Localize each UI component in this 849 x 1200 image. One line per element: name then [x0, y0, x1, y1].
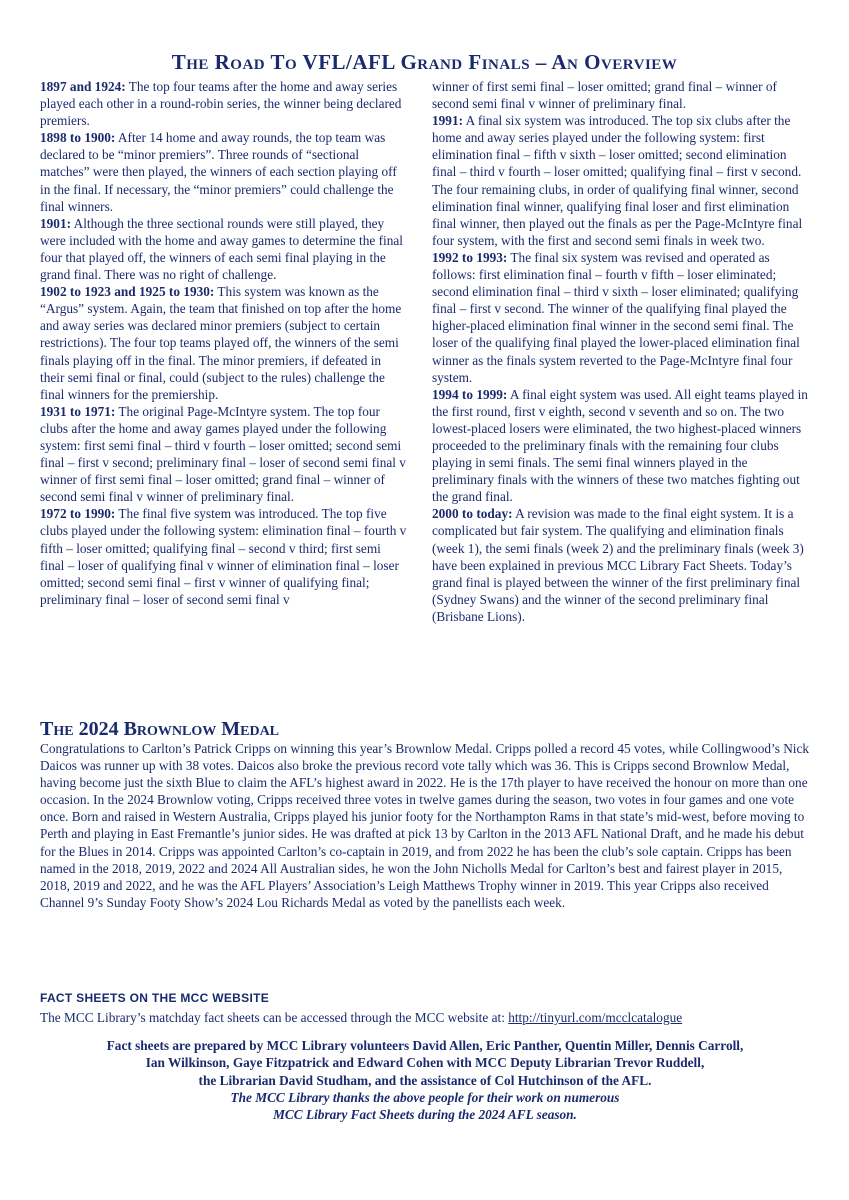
overview-right-column [432, 78, 810, 625]
entry-text: The final five system was introduced. The top five clubs played under the following system: elimination final – fourth v fifth – loser omitted; qualifying final – second v third; first semi final – loser of qualifying final v winner of elimination final – loser omitted; second semi final – first v winner of qualifying final; preliminary final – loser of second semi final v [40, 506, 407, 607]
factsheets-text [40, 1009, 820, 1026]
overview-entry [40, 129, 408, 214]
entry-period: 1901: [40, 215, 72, 231]
entry-text: Although the three sectional rounds were still played, they were included with the home and away games to determine the final four that played off, the winners of each semi final playing in the grand final. There was no right of challenge. [40, 215, 403, 283]
brownlow-heading: The 2024 Brownlow Medal [40, 718, 280, 740]
entry-text: This system was known as the “Argus” system. Again, the team that finished on top after the home and away series was declared minor premiers (subject to certain restrictions). The four top teams played off, the winners of the semi finals playing off in the final. The minor premiers, if defeated in their semi final or final, could (subject to the rules) challenge the final winners for the premiership. [40, 284, 402, 402]
credits-line: Ian Wilkinson, Gaye Fitzpatrick and Edward Cohen with MCC Deputy Librarian Trevor Ruddell, [145, 1055, 705, 1071]
credits-line: Fact sheets are prepared by MCC Library volunteers David Allen, Eric Panther, Quentin Miller, Dennis Carroll, [106, 1038, 744, 1053]
credits-thanks-line: MCC Library Fact Sheets during the 2024 AFL season. [273, 1107, 577, 1123]
credits-block [40, 1037, 810, 1123]
entry-period: 1972 to 1990: [40, 506, 116, 522]
entry-period: 1994 to 1999: [432, 386, 508, 402]
entry-text: A final eight system was used. All eight teams played in the first round, first v eighth, second v seventh and so on. The two lowest-placed losers were eliminated, the two highest-placed winners proceeded to the preliminary finals with the remaining four clubs playing in semi finals. The semi final winners played in the preliminary finals with the winners of these two matches fighting out the grand final. [432, 386, 808, 505]
entry-period: 2000 to today: [432, 506, 513, 522]
overview-entry [432, 249, 810, 386]
factsheets-heading: FACT SHEETS ON THE MCC WEBSITE [40, 991, 270, 1005]
entry-period: 1902 to 1923 and 1925 to 1930: [40, 284, 215, 300]
overview-left-column [40, 78, 408, 608]
overview-entry [40, 215, 408, 283]
factsheets-description: The MCC Library’s matchday fact sheets can be accessed through the MCC website at: [40, 1010, 509, 1025]
credits-thanks-line: The MCC Library thanks the above people for their work on numerous [230, 1089, 620, 1105]
overview-entry [432, 386, 810, 506]
entry-text: The original Page-McIntyre system. The top four clubs after the home and away games played under the following system: first semi final – third v fourth – loser omitted; second semi final – first v second; preliminary final – loser of second semi final v winner of first semi final – loser omitted; grand final – winner of second semi final v winner of preliminary final. [40, 403, 406, 505]
entry-period: 1992 to 1993: [432, 249, 508, 265]
entry-text: winner of first semi final – loser omitted; grand final – winner of second semi final v winner of preliminary final. [432, 79, 777, 112]
entry-period: 1931 to 1971: [40, 403, 116, 419]
entry-text: The top four teams after the home and away series played each other in a round-robin series, the winner being declared premiers. [40, 79, 402, 129]
entry-period: 1897 and 1924: [40, 79, 126, 94]
overview-entry [40, 283, 408, 403]
entry-text: The final six system was revised and operated as follows: first elimination final – fourth v fifth – loser eliminated; second elimination final – third v sixth – loser eliminated; qualifying final – first v second. The winner of the qualifying final played the higher-placed elimination final winner in the second semi final. The loser of the qualifying final played the lower-placed elimination final winner as the finals system reverted to the Page-McIntyre final four system. [432, 249, 800, 385]
overview-entry [40, 505, 408, 608]
entry-period: 1898 to 1900: [40, 130, 116, 146]
entry-text: A final six system was introduced. The top six clubs after the home and away series played under the following system: first elimination final – fifth v sixth – loser omitted; second elimination final – third v fourth – loser omitted; qualifying final – first v second. The four remaining clubs, in order of qualifying final winner, second elimination final winner, qualifying final loser and first elimination final winner, then played out the finals as per the Page-McIntyre final four system, with the first and second semi finals in week two. [432, 113, 803, 248]
brownlow-paragraph: Congratulations to Carlton’s Patrick Cripps on winning this year’s Brownlow Medal. Cripps polled a record 45 votes, while Collingwood’s Nick Daicos was runner up with 38 votes. Daicos also broke the previous record vote tally which was 36. This is Cripps second Brownlow Medal, having become just the sixth Blue to claim the AFL’s highest award in 2022. He is the 17th player to have received the honour on more than one occasion. In the 2024 Brownlow voting, Cripps received three votes in twelve games during the season, two votes in four games and one vote once. Born and raised in Western Australia, Cripps played his junior footy for the Northampton Rams in that state’s mid-west, before moving to Perth and playing in East Fremantle’s junior sides. He was drafted at pick 13 by Carlton in the 2013 AFL National Draft, and he made his debut for the Blues in 2014. Cripps was appointed Carlton’s co-captain in 2019, and from 2022 he has been the club’s sole captain. Cripps has been named in the 2018, 2019, 2022 and 2024 All Australian sides, he won the John Nicholls Medal for Carlton’s best and fairest player in 2015, 2018, 2019 and 2022, and he was the AFL Players’ Association’s Leigh Matthews Trophy winner in 2019. This year Cripps also received Channel 9’s Sunday Footy Show’s 2024 Lou Richards Medal as voted by the panellists each week. [40, 741, 810, 910]
overview-entry [40, 403, 408, 506]
entry-text: After 14 home and away rounds, the top team was declared to be “minor premiers”. Three rounds of “sectional matches” were then played, the winners of each section playing off in the final. If necessary, the “minor premiers” could challenge the final winners. [40, 130, 397, 214]
catalogue-link[interactable]: http://tinyurl.com/mcclcatalogue [508, 1010, 683, 1025]
overview-entry [432, 112, 810, 249]
overview-entry [432, 78, 810, 112]
page-title: The Road To VFL/AFL Grand Finals – An Overview [171, 50, 678, 74]
overview-entry [432, 505, 810, 625]
overview-entry [40, 78, 408, 129]
credits-line: the Librarian David Studham, and the assistance of Col Hutchinson of the AFL. [198, 1072, 652, 1088]
entry-period: 1991: [432, 113, 464, 129]
entry-text: A revision was made to the final eight system. It is a complicated but fair system. The qualifying and elimination finals (week 1), the semi finals (week 2) and the preliminary finals (week 3) have been explained in previous MCC Library Fact Sheets. Today’s grand final is played between the winner of the first preliminary final (Sydney Swans) and the winner of the second preliminary final (Brisbane Lions). [432, 506, 804, 624]
